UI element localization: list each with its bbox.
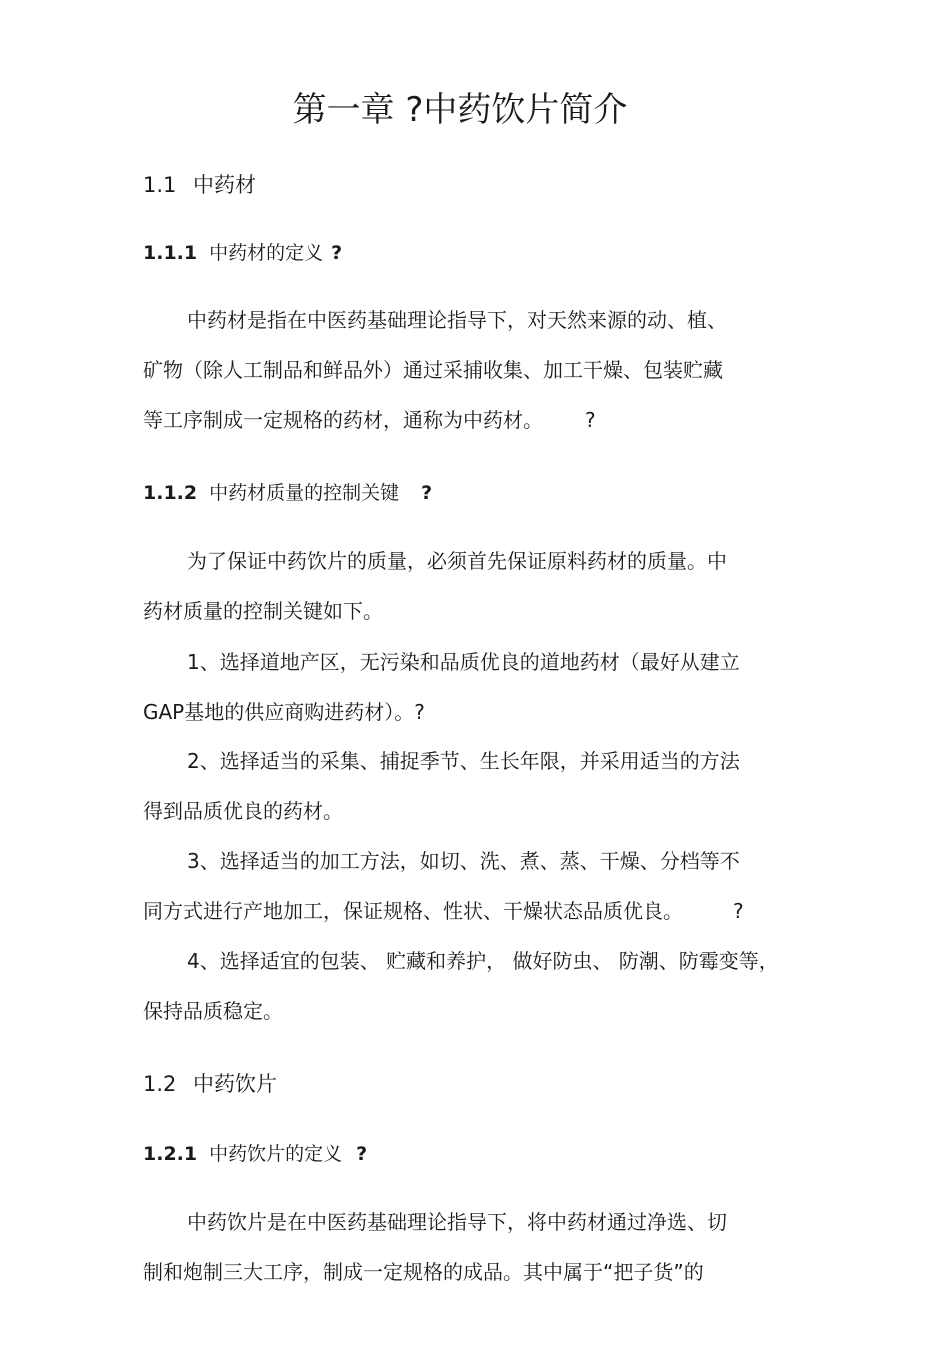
placeholder-glyph: ? — [421, 482, 433, 504]
paragraph-text: 等工序制成一定规格的药材，通称为中药材。 — [143, 408, 543, 432]
subsection-number: 1.1.2 — [143, 482, 198, 504]
list-item-line: 得到品质优良的药材。 — [143, 799, 343, 823]
list-item-line: GAP基地的供应商购进药材）。? — [143, 700, 425, 724]
paragraph-line: 为了保证中药饮片的质量，必须首先保证原料药材的质量。中 — [187, 549, 727, 573]
list-item-line: 1、选择道地产区，无污染和品质优良的道地药材（最好从建立 — [187, 650, 740, 674]
subsection-label: 中药材的定义 — [209, 242, 324, 264]
placeholder-glyph: ? — [356, 1143, 368, 1165]
subsection-heading-1-2-1 — [143, 1139, 367, 1169]
list-item-line: 4、选择适宜的包装、 贮藏和养护， 做好防虫、 防潮、防霉变等， — [187, 949, 779, 973]
paragraph-line: 中药材是指在中医药基础理论指导下，对天然来源的动、植、 — [187, 308, 727, 332]
placeholder-glyph: ? — [733, 899, 744, 923]
list-item-line — [143, 896, 744, 926]
subsection-heading-1-1-1 — [143, 238, 342, 268]
paragraph-line: 药材质量的控制关键如下。 — [143, 599, 383, 623]
paragraph-line: 中药饮片是在中医药基础理论指导下，将中药材通过净选、切 — [187, 1210, 727, 1234]
placeholder-glyph: ? — [331, 242, 343, 264]
section-heading-1-1 — [143, 170, 256, 200]
list-item-line: 2、选择适当的采集、捕捉季节、生长年限，并采用适当的方法 — [187, 749, 740, 773]
subsection-number: 1.1.1 — [143, 242, 198, 264]
list-item-line: 3、选择适当的加工方法，如切、洗、煮、蒸、干燥、分档等不 — [187, 849, 740, 873]
chapter-title: 第一章 ?中药饮片简介 — [292, 90, 628, 130]
list-item-line: 保持品质稳定。 — [143, 999, 283, 1023]
subsection-label: 中药材质量的控制关键 — [209, 482, 400, 504]
subsection-number: 1.2.1 — [143, 1143, 198, 1165]
paragraph-line — [143, 405, 596, 435]
section-label: 中药饮片 — [193, 1072, 277, 1096]
section-number: 1.1 — [143, 173, 177, 197]
section-number: 1.2 — [143, 1072, 177, 1096]
section-heading-1-2 — [143, 1069, 277, 1099]
subsection-label: 中药饮片的定义 — [209, 1143, 343, 1165]
subsection-heading-1-1-2 — [143, 478, 432, 508]
paragraph-line: 矿物（除人工制品和鲜品外）通过采捕收集、加工干燥、包装贮藏 — [143, 358, 723, 382]
paragraph-line: 制和炮制三大工序，制成一定规格的成品。其中属于“把子货”的 — [143, 1260, 704, 1284]
list-item-text: 同方式进行产地加工，保证规格、性状、干燥状态品质优良。 — [143, 899, 683, 923]
section-label: 中药材 — [193, 173, 256, 197]
placeholder-glyph: ? — [585, 408, 596, 432]
